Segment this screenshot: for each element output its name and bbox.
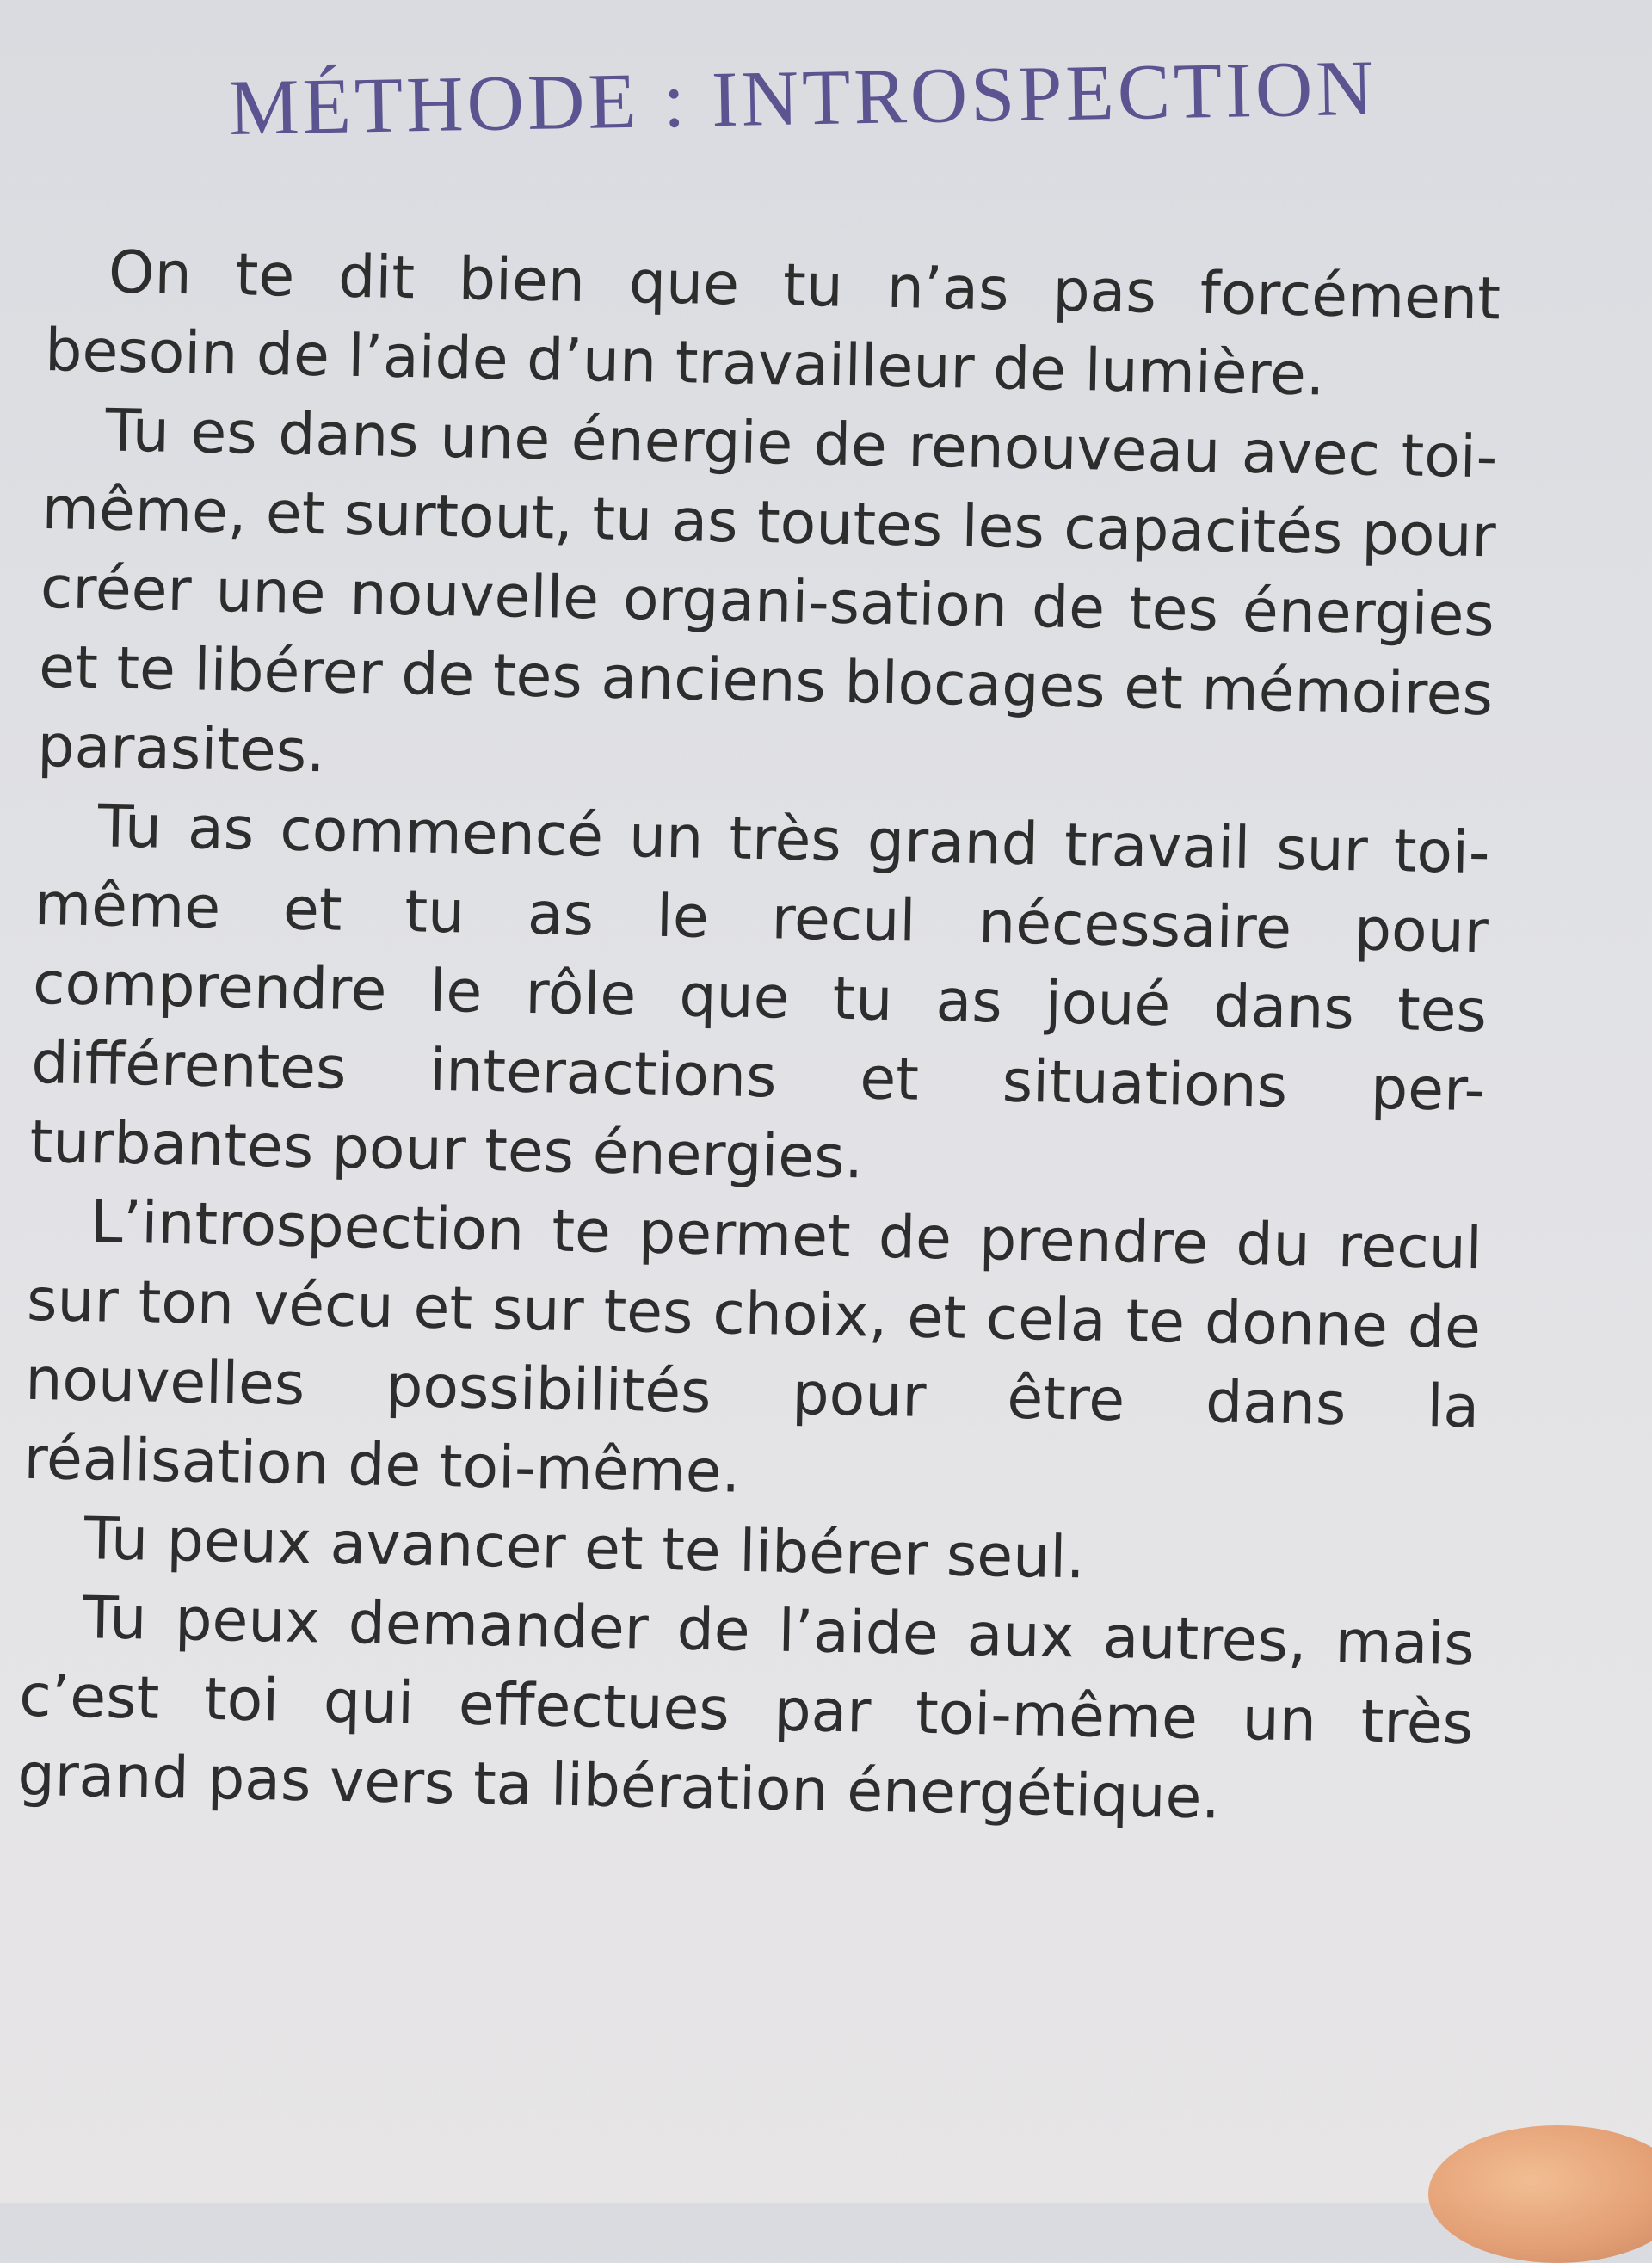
paragraph-6: Tu peux demander de l’aide aux autres, mais c’est toi qui effectues par toi-même un très grand pas vers ta libération énergétique. <box>16 1584 1476 1833</box>
body-text <box>17 232 1501 1843</box>
page-title: MÉTHODE : INTROSPECTION <box>228 43 1378 151</box>
paragraph-3: Tu as commencé un très grand travail sur toi-même et tu as le recul nécessaire pour comprendre le rôle que tu as joué dans tes différentes interactions et situations per-turbantes pour tes énergies. <box>28 792 1491 1193</box>
paragraph-4: L’introspection te permet de prendre du recul sur ton vécu et sur tes choix, et cela te donne de nouvelles possibilités pour être dans la réalisation de toi-même. <box>22 1188 1483 1507</box>
paragraph-1: On te dit bien que tu n’as pas forcément besoin de l’aide d’un travailleur de lumière. <box>44 238 1501 410</box>
paragraph-5: Tu peux avancer et te libérer seul. <box>83 1505 1086 1593</box>
fingertip <box>1428 2125 1652 2263</box>
paragraph-2: Tu es dans une énergie de renouveau avec toi-même, et surtout, tu as toutes les capacités pour créer une nouvelle organi-sation de tes énergies et te libérer de tes anciens blocages et mémoires parasites. <box>36 397 1499 786</box>
